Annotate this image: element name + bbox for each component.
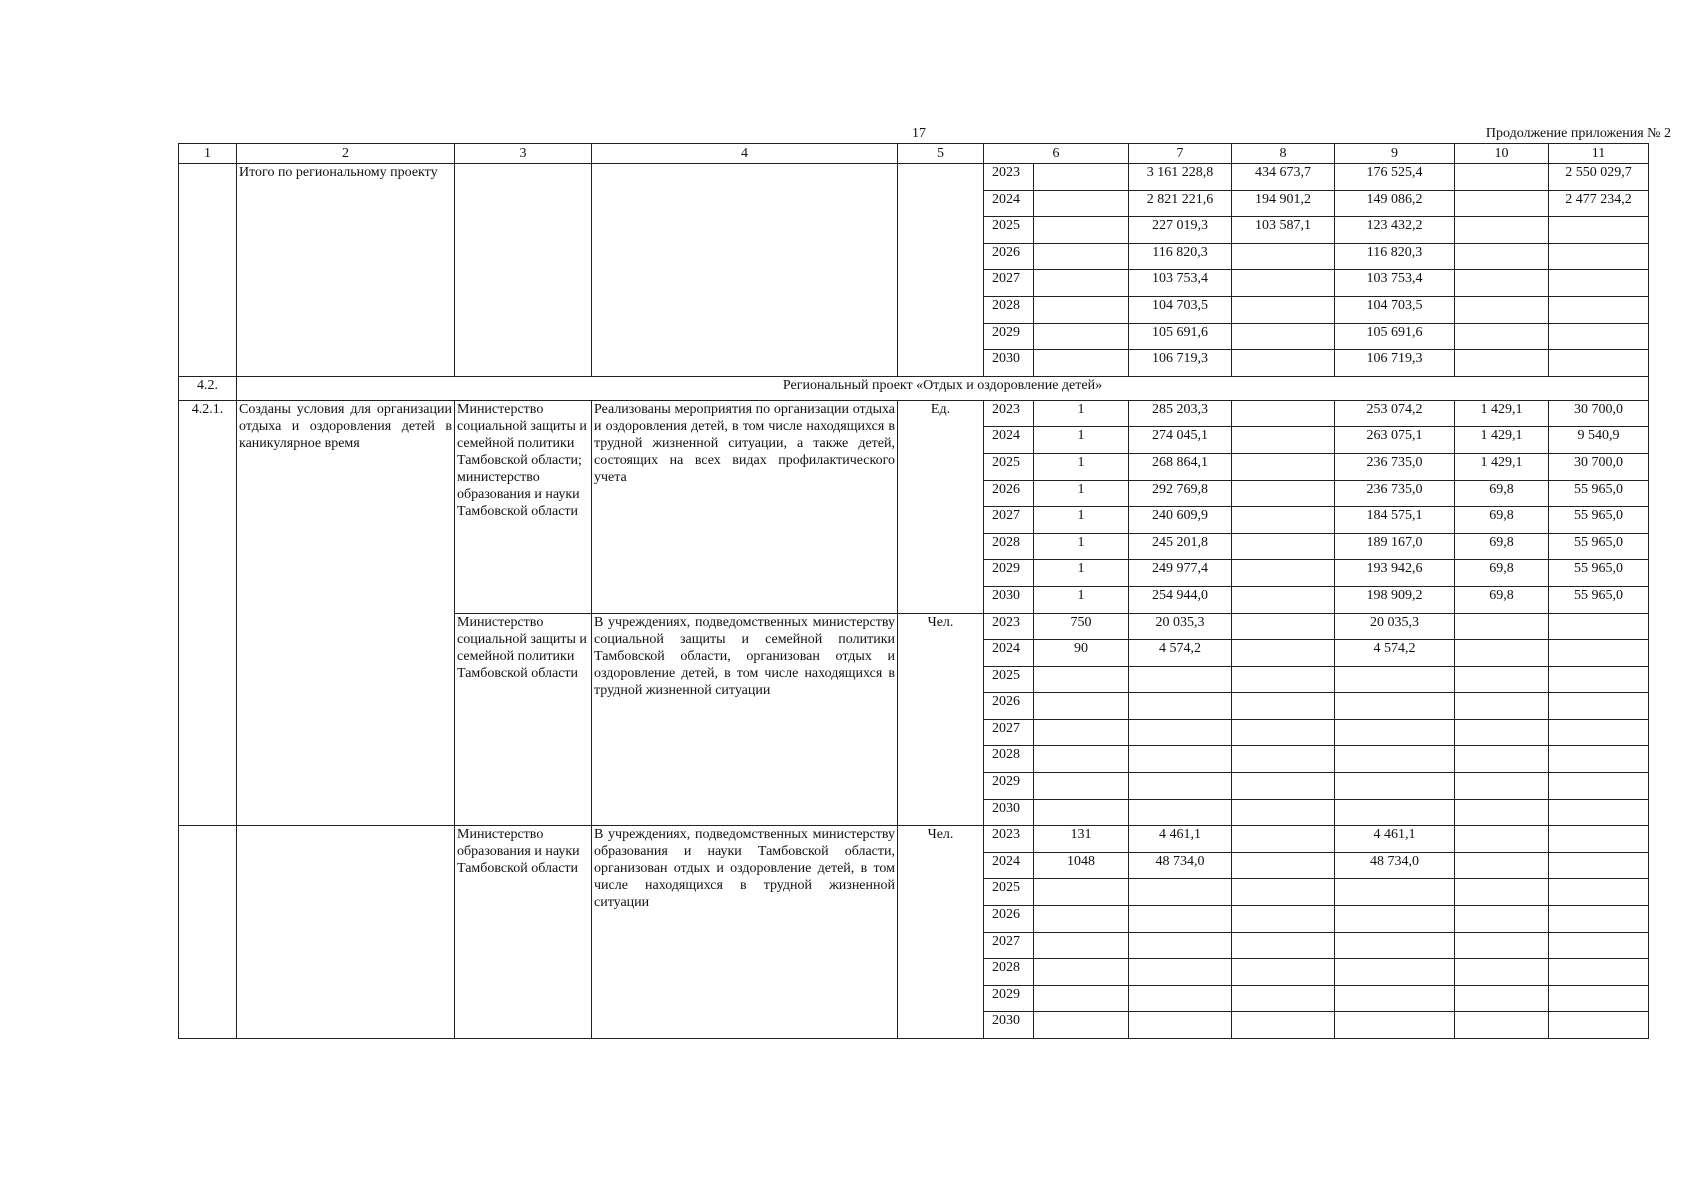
count-cell	[1034, 243, 1129, 270]
municipal-amount-cell	[1455, 879, 1549, 906]
municipal-amount-cell	[1455, 217, 1549, 244]
regional-amount-cell	[1335, 693, 1455, 720]
total-amount-cell: 106 719,3	[1129, 350, 1232, 377]
extrabudget-amount-cell	[1549, 906, 1649, 933]
header-cell: 5	[898, 144, 984, 164]
federal-amount-cell	[1232, 533, 1335, 560]
municipal-amount-cell: 69,8	[1455, 507, 1549, 534]
federal-amount-cell	[1232, 852, 1335, 879]
total-amount-cell: 20 035,3	[1129, 613, 1232, 640]
extrabudget-amount-cell	[1549, 640, 1649, 667]
year-cell: 2025	[984, 453, 1034, 480]
header-cell: 3	[455, 144, 592, 164]
extrabudget-amount-cell	[1549, 719, 1649, 746]
title-cell	[237, 826, 455, 1039]
regional-amount-cell	[1335, 906, 1455, 933]
year-cell: 2026	[984, 480, 1034, 507]
section-row	[179, 376, 1649, 400]
header-cell: 6	[984, 144, 1129, 164]
total-label-cell: Итого по региональному проекту	[237, 164, 455, 377]
year-cell: 2028	[984, 533, 1034, 560]
result-cell	[592, 164, 898, 377]
extrabudget-amount-cell	[1549, 959, 1649, 986]
municipal-amount-cell: 1 429,1	[1455, 453, 1549, 480]
federal-amount-cell	[1232, 296, 1335, 323]
extrabudget-amount-cell	[1549, 693, 1649, 720]
count-cell	[1034, 1012, 1129, 1039]
regional-amount-cell	[1335, 932, 1455, 959]
total-amount-cell: 4 574,2	[1129, 640, 1232, 667]
header-row	[179, 144, 1649, 164]
extrabudget-amount-cell	[1549, 270, 1649, 297]
year-cell: 2026	[984, 243, 1034, 270]
count-cell	[1034, 323, 1129, 350]
year-cell: 2025	[984, 666, 1034, 693]
extrabudget-amount-cell	[1549, 985, 1649, 1012]
item-title: Созданы условия для организации отдыха и оздоровления детей в каникулярное время	[237, 400, 455, 826]
year-cell: 2028	[984, 746, 1034, 773]
count-cell	[1034, 719, 1129, 746]
municipal-amount-cell	[1455, 640, 1549, 667]
municipal-amount-cell	[1455, 613, 1549, 640]
count-cell	[1034, 296, 1129, 323]
year-cell: 2027	[984, 719, 1034, 746]
year-cell: 2029	[984, 773, 1034, 800]
total-amount-cell	[1129, 985, 1232, 1012]
extrabudget-amount-cell	[1549, 296, 1649, 323]
year-cell: 2023	[984, 613, 1034, 640]
year-cell: 2030	[984, 586, 1034, 613]
count-cell	[1034, 217, 1129, 244]
total-amount-cell: 103 753,4	[1129, 270, 1232, 297]
result-cell: В учреждениях, подведомственных министерству социальной защиты и семейной политики Тамбовской области, организован отдых и оздоровление детей, в том числе находящихся в трудной жизненной ситуации	[592, 613, 898, 826]
total-amount-cell	[1129, 932, 1232, 959]
total-amount-cell: 105 691,6	[1129, 323, 1232, 350]
regional-amount-cell: 149 086,2	[1335, 190, 1455, 217]
budget-table	[178, 143, 1649, 1039]
year-cell: 2023	[984, 826, 1034, 853]
header-cell: 2	[237, 144, 455, 164]
table-row	[179, 826, 1649, 853]
year-cell: 2030	[984, 350, 1034, 377]
regional-amount-cell: 104 703,5	[1335, 296, 1455, 323]
federal-amount-cell: 194 901,2	[1232, 190, 1335, 217]
federal-amount-cell	[1232, 773, 1335, 800]
total-amount-cell: 249 977,4	[1129, 560, 1232, 587]
total-amount-cell: 116 820,3	[1129, 243, 1232, 270]
executor-cell: Министерство социальной защиты и семейной политики Тамбовской области	[455, 613, 592, 826]
year-cell: 2030	[984, 1012, 1034, 1039]
year-cell: 2023	[984, 164, 1034, 191]
municipal-amount-cell	[1455, 270, 1549, 297]
total-amount-cell: 268 864,1	[1129, 453, 1232, 480]
total-amount-cell	[1129, 666, 1232, 693]
regional-amount-cell: 236 735,0	[1335, 480, 1455, 507]
result-cell: Реализованы мероприятия по организации отдыха и оздоровления детей, в том числе находящихся в трудной жизненной ситуации, а также детей, состоящих на всех видах профилактического учета	[592, 400, 898, 613]
extrabudget-amount-cell: 55 965,0	[1549, 586, 1649, 613]
year-cell: 2024	[984, 640, 1034, 667]
total-amount-cell	[1129, 959, 1232, 986]
municipal-amount-cell	[1455, 985, 1549, 1012]
municipal-amount-cell: 69,8	[1455, 560, 1549, 587]
total-amount-cell	[1129, 906, 1232, 933]
unit-cell: Чел.	[898, 613, 984, 826]
municipal-amount-cell	[1455, 190, 1549, 217]
count-cell	[1034, 693, 1129, 720]
year-cell: 2023	[984, 400, 1034, 427]
total-amount-cell	[1129, 773, 1232, 800]
regional-amount-cell	[1335, 1012, 1455, 1039]
year-cell: 2029	[984, 985, 1034, 1012]
unit-cell: Чел.	[898, 826, 984, 1039]
extrabudget-amount-cell	[1549, 826, 1649, 853]
executor-cell	[455, 164, 592, 377]
total-amount-cell: 274 045,1	[1129, 427, 1232, 454]
num-cell	[179, 826, 237, 1039]
total-amount-cell: 254 944,0	[1129, 586, 1232, 613]
count-cell: 1	[1034, 560, 1129, 587]
regional-amount-cell: 103 753,4	[1335, 270, 1455, 297]
municipal-amount-cell	[1455, 773, 1549, 800]
municipal-amount-cell	[1455, 164, 1549, 191]
federal-amount-cell	[1232, 666, 1335, 693]
count-cell	[1034, 164, 1129, 191]
total-amount-cell: 245 201,8	[1129, 533, 1232, 560]
municipal-amount-cell	[1455, 666, 1549, 693]
extrabudget-amount-cell: 9 540,9	[1549, 427, 1649, 454]
federal-amount-cell	[1232, 480, 1335, 507]
unit-cell: Ед.	[898, 400, 984, 613]
year-cell: 2029	[984, 560, 1034, 587]
count-cell	[1034, 985, 1129, 1012]
extrabudget-amount-cell	[1549, 243, 1649, 270]
municipal-amount-cell	[1455, 906, 1549, 933]
count-cell: 90	[1034, 640, 1129, 667]
table-row	[179, 400, 1649, 427]
header-cell: 7	[1129, 144, 1232, 164]
regional-amount-cell	[1335, 773, 1455, 800]
header-cell: 1	[179, 144, 237, 164]
total-amount-cell: 292 769,8	[1129, 480, 1232, 507]
result-cell: В учреждениях, подведомственных министерству образования и науки Тамбовской области, организован отдых и оздоровление детей, в том числе находящихся в трудной жизненной ситуации	[592, 826, 898, 1039]
regional-amount-cell: 105 691,6	[1335, 323, 1455, 350]
header-cell: 10	[1455, 144, 1549, 164]
municipal-amount-cell	[1455, 852, 1549, 879]
continuation-label: Продолжение приложения № 2	[1485, 126, 1671, 141]
executor-cell: Министерство социальной защиты и семейной политики Тамбовской области; министерство образования и науки Тамбовской области	[455, 400, 592, 613]
municipal-amount-cell	[1455, 1012, 1549, 1039]
extrabudget-amount-cell	[1549, 773, 1649, 800]
municipal-amount-cell	[1455, 719, 1549, 746]
year-cell: 2025	[984, 879, 1034, 906]
regional-amount-cell: 198 909,2	[1335, 586, 1455, 613]
total-amount-cell: 4 461,1	[1129, 826, 1232, 853]
regional-amount-cell: 106 719,3	[1335, 350, 1455, 377]
regional-amount-cell: 253 074,2	[1335, 400, 1455, 427]
extrabudget-amount-cell	[1549, 852, 1649, 879]
total-amount-cell	[1129, 879, 1232, 906]
total-amount-cell: 227 019,3	[1129, 217, 1232, 244]
total-amount-cell	[1129, 693, 1232, 720]
count-cell: 750	[1034, 613, 1129, 640]
header-cell: 9	[1335, 144, 1455, 164]
regional-amount-cell: 193 942,6	[1335, 560, 1455, 587]
count-cell	[1034, 190, 1129, 217]
municipal-amount-cell: 69,8	[1455, 480, 1549, 507]
municipal-amount-cell: 1 429,1	[1455, 400, 1549, 427]
federal-amount-cell	[1232, 826, 1335, 853]
regional-amount-cell: 263 075,1	[1335, 427, 1455, 454]
year-cell: 2030	[984, 799, 1034, 826]
federal-amount-cell	[1232, 243, 1335, 270]
federal-amount-cell: 434 673,7	[1232, 164, 1335, 191]
municipal-amount-cell	[1455, 350, 1549, 377]
regional-amount-cell: 176 525,4	[1335, 164, 1455, 191]
header-cell: 4	[592, 144, 898, 164]
year-cell: 2024	[984, 427, 1034, 454]
count-cell	[1034, 932, 1129, 959]
year-cell: 2027	[984, 270, 1034, 297]
federal-amount-cell	[1232, 693, 1335, 720]
total-amount-cell: 104 703,5	[1129, 296, 1232, 323]
municipal-amount-cell	[1455, 799, 1549, 826]
extrabudget-amount-cell	[1549, 323, 1649, 350]
municipal-amount-cell	[1455, 296, 1549, 323]
regional-amount-cell: 184 575,1	[1335, 507, 1455, 534]
total-amount-cell	[1129, 746, 1232, 773]
federal-amount-cell	[1232, 746, 1335, 773]
count-cell: 1	[1034, 400, 1129, 427]
extrabudget-amount-cell	[1549, 799, 1649, 826]
federal-amount-cell	[1232, 985, 1335, 1012]
municipal-amount-cell	[1455, 746, 1549, 773]
count-cell: 1	[1034, 533, 1129, 560]
extrabudget-amount-cell	[1549, 932, 1649, 959]
federal-amount-cell	[1232, 640, 1335, 667]
total-amount-cell	[1129, 1012, 1232, 1039]
federal-amount-cell	[1232, 427, 1335, 454]
extrabudget-amount-cell	[1549, 350, 1649, 377]
section-title: Региональный проект «Отдых и оздоровление детей»	[237, 376, 1649, 400]
page-number: 17	[912, 126, 926, 141]
federal-amount-cell	[1232, 1012, 1335, 1039]
municipal-amount-cell: 69,8	[1455, 533, 1549, 560]
extrabudget-amount-cell: 2 550 029,7	[1549, 164, 1649, 191]
header-cell: 11	[1549, 144, 1649, 164]
extrabudget-amount-cell: 55 965,0	[1549, 480, 1649, 507]
federal-amount-cell	[1232, 586, 1335, 613]
count-cell	[1034, 906, 1129, 933]
federal-amount-cell	[1232, 959, 1335, 986]
year-cell: 2028	[984, 959, 1034, 986]
count-cell: 1	[1034, 480, 1129, 507]
federal-amount-cell	[1232, 879, 1335, 906]
extrabudget-amount-cell: 30 700,0	[1549, 400, 1649, 427]
federal-amount-cell	[1232, 613, 1335, 640]
count-cell: 131	[1034, 826, 1129, 853]
extrabudget-amount-cell	[1549, 1012, 1649, 1039]
regional-amount-cell: 20 035,3	[1335, 613, 1455, 640]
count-cell	[1034, 270, 1129, 297]
year-cell: 2028	[984, 296, 1034, 323]
regional-amount-cell	[1335, 746, 1455, 773]
federal-amount-cell	[1232, 560, 1335, 587]
extrabudget-amount-cell: 30 700,0	[1549, 453, 1649, 480]
year-cell: 2025	[984, 217, 1034, 244]
federal-amount-cell	[1232, 799, 1335, 826]
total-amount-cell: 2 821 221,6	[1129, 190, 1232, 217]
regional-amount-cell: 236 735,0	[1335, 453, 1455, 480]
municipal-amount-cell	[1455, 323, 1549, 350]
municipal-amount-cell	[1455, 932, 1549, 959]
municipal-amount-cell	[1455, 826, 1549, 853]
item-number: 4.2.1.	[179, 400, 237, 826]
extrabudget-amount-cell: 55 965,0	[1549, 533, 1649, 560]
municipal-amount-cell: 69,8	[1455, 586, 1549, 613]
federal-amount-cell: 103 587,1	[1232, 217, 1335, 244]
regional-amount-cell: 189 167,0	[1335, 533, 1455, 560]
table-row	[179, 164, 1649, 191]
regional-amount-cell: 123 432,2	[1335, 217, 1455, 244]
count-cell	[1034, 799, 1129, 826]
extrabudget-amount-cell	[1549, 666, 1649, 693]
municipal-amount-cell	[1455, 693, 1549, 720]
regional-amount-cell	[1335, 799, 1455, 826]
count-cell	[1034, 350, 1129, 377]
total-amount-cell: 240 609,9	[1129, 507, 1232, 534]
regional-amount-cell	[1335, 959, 1455, 986]
total-amount-cell: 285 203,3	[1129, 400, 1232, 427]
header-cell: 8	[1232, 144, 1335, 164]
federal-amount-cell	[1232, 719, 1335, 746]
year-cell: 2027	[984, 507, 1034, 534]
regional-amount-cell	[1335, 666, 1455, 693]
federal-amount-cell	[1232, 400, 1335, 427]
table-body	[179, 144, 1649, 1039]
count-cell: 1	[1034, 427, 1129, 454]
regional-amount-cell: 116 820,3	[1335, 243, 1455, 270]
num-cell	[179, 164, 237, 377]
regional-amount-cell	[1335, 985, 1455, 1012]
year-cell: 2026	[984, 906, 1034, 933]
year-cell: 2029	[984, 323, 1034, 350]
federal-amount-cell	[1232, 932, 1335, 959]
count-cell: 1	[1034, 586, 1129, 613]
federal-amount-cell	[1232, 323, 1335, 350]
municipal-amount-cell	[1455, 243, 1549, 270]
count-cell	[1034, 879, 1129, 906]
federal-amount-cell	[1232, 350, 1335, 377]
extrabudget-amount-cell	[1549, 217, 1649, 244]
regional-amount-cell: 4 574,2	[1335, 640, 1455, 667]
executor-cell: Министерство образования и науки Тамбовской области	[455, 826, 592, 1039]
total-amount-cell: 3 161 228,8	[1129, 164, 1232, 191]
year-cell: 2024	[984, 190, 1034, 217]
count-cell	[1034, 666, 1129, 693]
count-cell: 1	[1034, 507, 1129, 534]
section-number: 4.2.	[179, 376, 237, 400]
total-amount-cell	[1129, 719, 1232, 746]
count-cell	[1034, 773, 1129, 800]
unit-cell	[898, 164, 984, 377]
municipal-amount-cell: 1 429,1	[1455, 427, 1549, 454]
federal-amount-cell	[1232, 453, 1335, 480]
extrabudget-amount-cell	[1549, 746, 1649, 773]
regional-amount-cell	[1335, 879, 1455, 906]
federal-amount-cell	[1232, 906, 1335, 933]
extrabudget-amount-cell: 55 965,0	[1549, 560, 1649, 587]
federal-amount-cell	[1232, 507, 1335, 534]
extrabudget-amount-cell: 55 965,0	[1549, 507, 1649, 534]
year-cell: 2024	[984, 852, 1034, 879]
count-cell	[1034, 959, 1129, 986]
regional-amount-cell: 4 461,1	[1335, 826, 1455, 853]
regional-amount-cell: 48 734,0	[1335, 852, 1455, 879]
total-amount-cell	[1129, 799, 1232, 826]
count-cell: 1048	[1034, 852, 1129, 879]
federal-amount-cell	[1232, 270, 1335, 297]
extrabudget-amount-cell: 2 477 234,2	[1549, 190, 1649, 217]
count-cell: 1	[1034, 453, 1129, 480]
extrabudget-amount-cell	[1549, 613, 1649, 640]
regional-amount-cell	[1335, 719, 1455, 746]
municipal-amount-cell	[1455, 959, 1549, 986]
year-cell: 2027	[984, 932, 1034, 959]
total-amount-cell: 48 734,0	[1129, 852, 1232, 879]
year-cell: 2026	[984, 693, 1034, 720]
count-cell	[1034, 746, 1129, 773]
extrabudget-amount-cell	[1549, 879, 1649, 906]
